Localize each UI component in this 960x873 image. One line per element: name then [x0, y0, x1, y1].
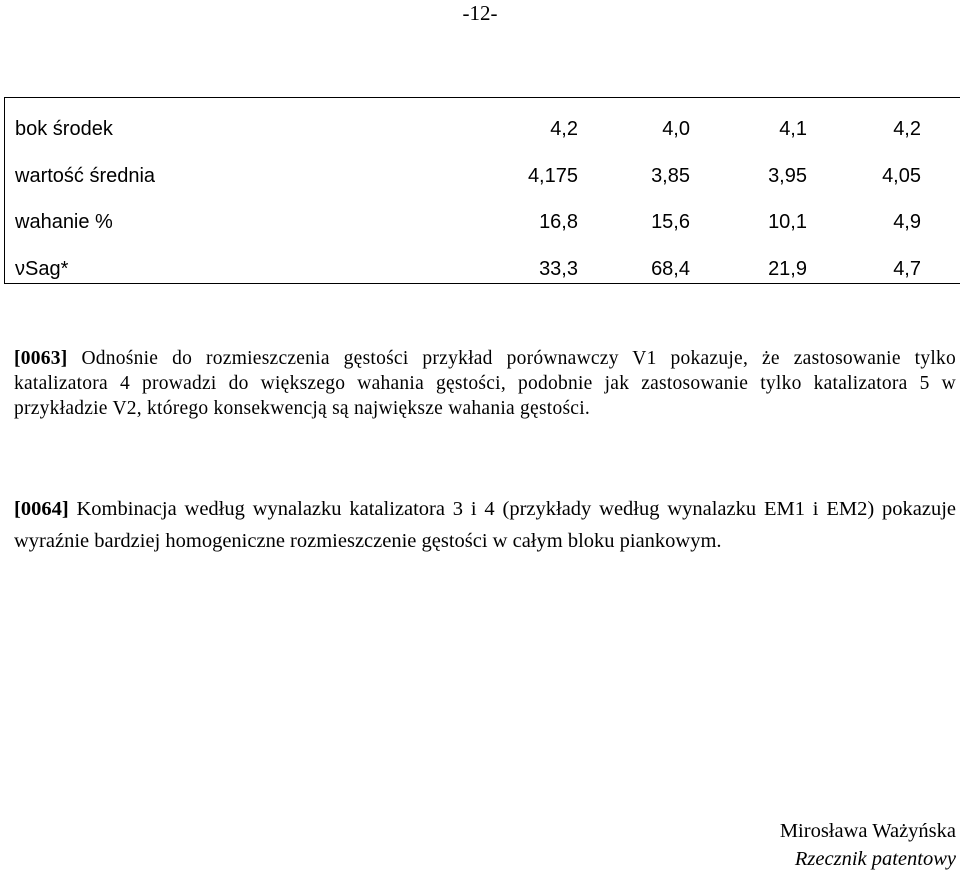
table-cell: 4,7 [893, 258, 921, 280]
paragraph-text: Odnośnie do rozmieszczenia gęstości przykład porównawczy V1 pokazuje, że zastosowanie tylko katalizatora 4 prowadzi do większego wahania gęstości, podobnie jak zastosowanie tylko katalizatora 5 w przykładzie V2, którego konsekwencją są największe wahania gęstości. [14, 348, 956, 419]
paragraph-0063 [14, 346, 956, 421]
paragraph-text: Kombinacja według wynalazku katalizatora 3 i 4 (przykłady według wynalazku EM1 i EM2) pokazuje wyraźnie bardziej homogeniczne rozmieszczenie gęstości w całym bloku piankowym. [14, 498, 956, 552]
row-label: νSag* [15, 258, 69, 280]
table-cell: 3,95 [768, 165, 807, 187]
row-label: bok środek [15, 118, 113, 140]
table-cell: 4,9 [893, 211, 921, 233]
signature-block [780, 817, 956, 873]
table-cell: 4,1 [779, 118, 807, 140]
table-row [5, 207, 960, 237]
signature-title: Rzecznik patentowy [794, 848, 956, 870]
table-cell: 4,05 [882, 165, 921, 187]
data-table [4, 97, 960, 284]
page-number: -12- [462, 1, 498, 25]
table-cell: 68,4 [651, 258, 690, 280]
table-cell: 4,2 [550, 118, 578, 140]
table-cell: 4,2 [893, 118, 921, 140]
table-cell: 16,8 [539, 211, 578, 233]
table-row [5, 254, 960, 284]
table-row [5, 161, 960, 191]
table-row [5, 114, 960, 144]
table-cell: 4,0 [662, 118, 690, 140]
paragraph-0064 [14, 493, 956, 557]
row-label: wartość średnia [15, 165, 156, 187]
table-cell: 15,6 [651, 211, 690, 233]
paragraph-ref: [0064] [14, 498, 69, 520]
paragraph-ref: [0063] [14, 348, 68, 369]
table-cell: 3,85 [651, 165, 690, 187]
table-cell: 10,1 [768, 211, 807, 233]
table-cell: 21,9 [768, 258, 807, 280]
signature-name: Mirosława Ważyńska [779, 820, 956, 842]
row-label: wahanie % [15, 211, 113, 233]
table-cell: 4,175 [527, 165, 578, 187]
table-cell: 33,3 [539, 258, 578, 280]
